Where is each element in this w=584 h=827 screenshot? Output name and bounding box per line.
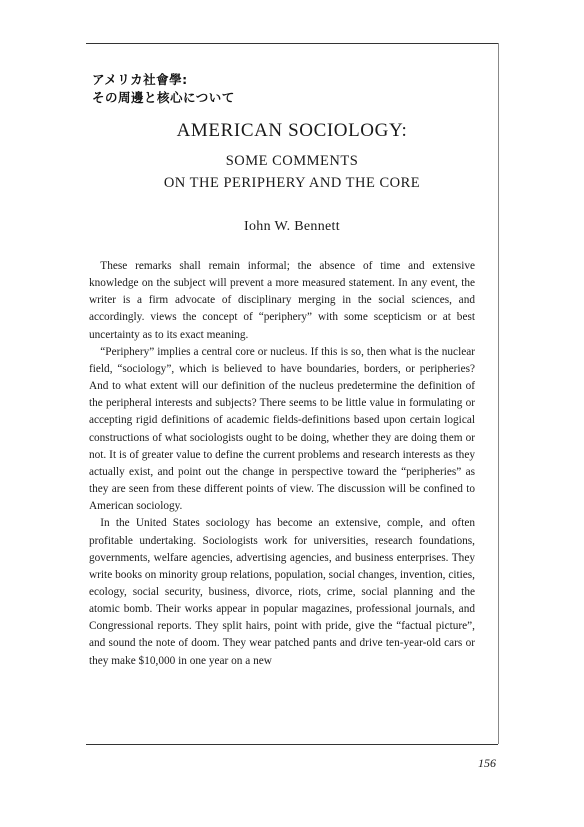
article-subtitle-line-2: ON THE PERIPHERY AND THE CORE [163,175,421,191]
paragraph-2: “Periphery” implies a central core or nucleus. If this is so, then what is the nuclear field, “sociology”, which is believed to have boundaries, borders, or peripheries? And to what extent will our definition of the nucleus predetermine the definition of the peripheral interests and subjects? There seems to be little value in formulating or accepting rigid definitions of academic fields-definitions based upon certain logical constructions of what sociologists ought to be doing, whether they are doing them or not. It is of greater value to define the current problems and research interests as they actually exist, and point out the change in perspective toward the “peripheries” as they are seen from these different points of view. The discussion will be confined to American sociology. [89,345,475,513]
page-number: 156 [478,756,496,770]
bottom-rule [86,744,498,745]
paragraph-3: In the United States sociology has become an extensive, comple, and often profitable undertaking. Sociologists work for universities, research foundations, governments, welfare agencies, advertising agencies, and business enterprises. They write books on minority group relations, population, social changes, invention, cities, ecology, social security, business, divorce, riots, crime, social planning and the atomic bomb. Their works appear in popular magazines, professional journals, and Congressional reports. They split hairs, point with pride, give the “factual picture”, and sound the note of doom. They wear patched pants and drive ten-year-old cars or they make $10,000 in one year on a new [89,517,475,667]
right-margin-rule [498,43,499,744]
japanese-title-line-1: アメリカ社會學: [92,72,188,87]
article-subtitle-line-1: SOME COMMENTS [225,153,359,169]
author-name: Iohn W. Bennett [244,219,340,234]
top-rule [86,43,498,44]
japanese-title-line-2: その周邊と核心について [92,90,235,105]
article-title: AMERICAN SOCIOLOGY: [176,120,408,141]
article-body [89,258,475,670]
paragraph-1: These remarks shall remain informal; the absence of time and extensive knowledge on the subject will prevent a more measured statement. In any event, the writer is a firm advocate of disciplinary merging in the social sciences, and accordingly. views the concept of “periphery” with some scepticism or at best uncertainty as to its exact meaning. [89,260,475,341]
